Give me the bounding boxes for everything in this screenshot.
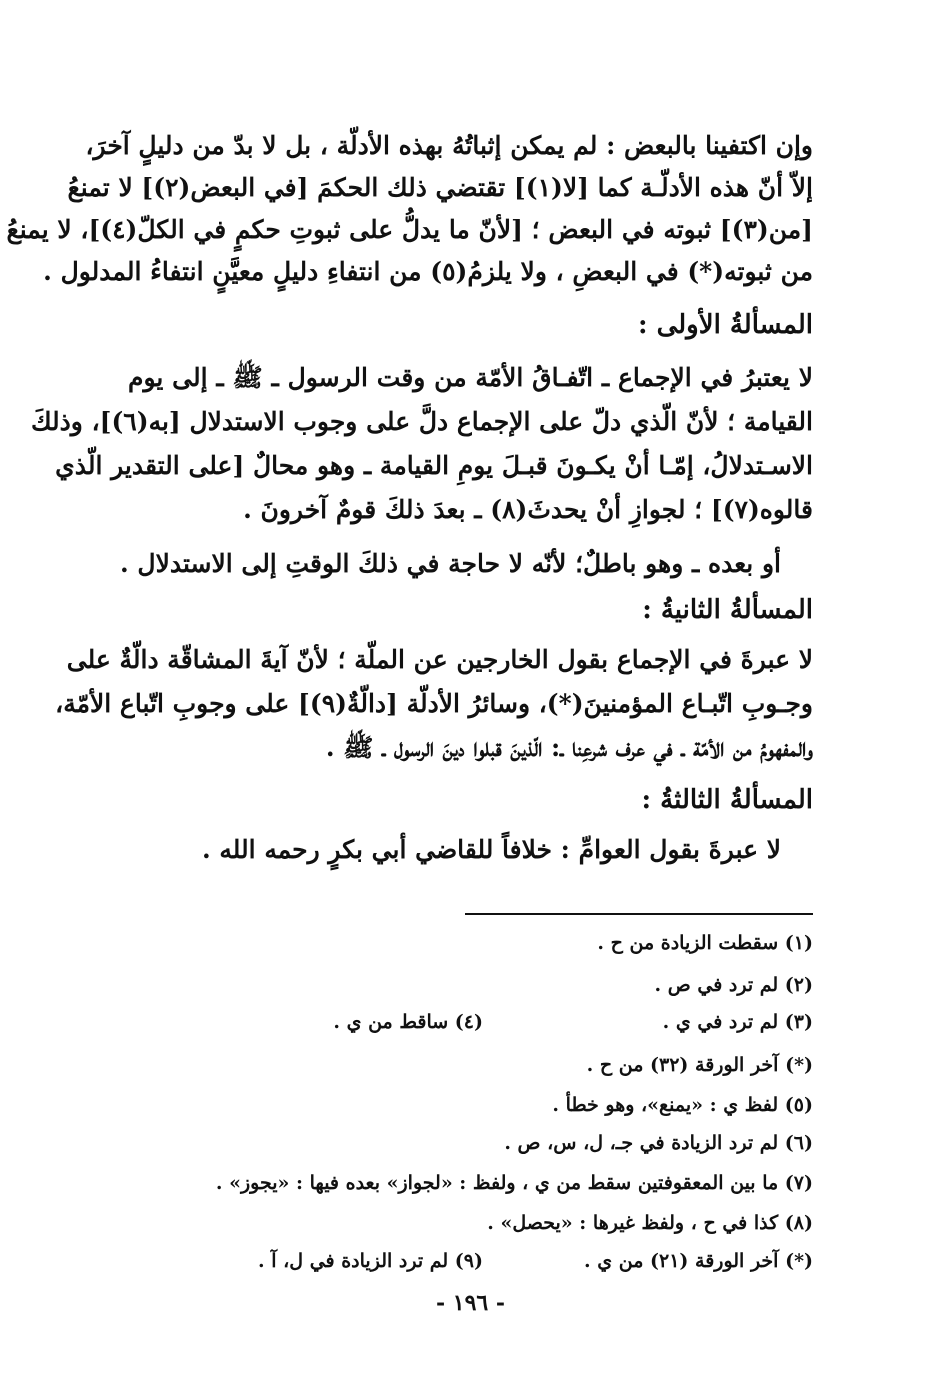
footnote xyxy=(128,1007,813,1037)
page-number: - ١٩٦ - xyxy=(435,1290,506,1316)
body-line: والمفهومُ من الأمّة ـ في عرف شرعِنا ـ: الّذينَ قبلوا دينَ الرسول ـ ﷺ . xyxy=(325,733,813,762)
footnote-text: (*) آخر الورقة (٢١) من ي . xyxy=(584,1250,813,1272)
body-line: لا عبرةَ في الإجماع بقول الخارجين عن الملّة ؛ لأنّ آيةَ المشاقّة دالّةٌ على xyxy=(66,645,813,674)
body-line: لا عبرةَ بقول العوامِّ : خلافاً للقاضي أبي بكرٍ رحمه الله . xyxy=(201,835,781,864)
footnote-text: (٤) ساقط من ي . xyxy=(333,1011,483,1033)
body-line: أو بعده ـ وهو باطلٌ؛ لأنّه لا حاجة في ذلكَ الوقتِ إلى الاستدلال . xyxy=(120,549,781,578)
footnote xyxy=(128,1246,813,1276)
footnote: (٢) لم ترد في ص . xyxy=(654,974,813,996)
body-line: وإن اكتفينا بالبعض : لم يمكن إثباتُهُ بهذه الأدلّة ، بل لا بدّ من دليلٍ آخرَ، xyxy=(85,131,813,160)
footnote: (٧) ما بين المعقوفتين سقط من ي ، ولفظ : «لجواز» بعده فيها : «يجوز» . xyxy=(215,1172,813,1194)
body-line: قالوه(٧)] ؛ لجوازِ أنْ يحدثَ(٨) ـ بعدَ ذلكَ قومٌ آخرونَ . xyxy=(243,495,813,524)
body-line: وجـوبِ اتّبـاع المؤمنينَ(*)، وسائرُ الأدلّة [دالّةٌ(٩)] على وجوبِ اتّباع الأمّة، xyxy=(55,689,813,718)
body-line: الاسـتدلالُ، إمّـا أنْ يكـونَ قبـلَ يومِ القيامة ـ وهو محالٌ [على التقدير الّذي xyxy=(55,451,813,480)
issue-heading-second: المسألةُ الثانيةُ : xyxy=(642,595,813,625)
footnote: (*) آخر الورقة (٣٢) من ح . xyxy=(586,1054,813,1076)
body-line: [من(٣)] ثبوته في البعض ؛ [لأنّ ما يدلُّ على ثبوتِ حكمٍ في الكلّ(٤)]، لا يمنعُ xyxy=(6,215,813,244)
footnote: (٥) لفظ ي : «يمنع»، وهو خطأ . xyxy=(552,1094,813,1116)
footnote-text: (٩) لم ترد الزيادة في ل، آ . xyxy=(258,1250,483,1272)
issue-heading-third: المسألةُ الثالثةُ : xyxy=(641,785,813,815)
footnote: (٦) لم ترد الزيادة في جـ، ل، س، ص . xyxy=(504,1132,813,1154)
body-line: لا يعتبرُ في الإجماع ـ اتّفـاقُ الأمّة من وقت الرسول ـ ﷺ ـ إلى يوم xyxy=(128,363,813,392)
body-line: إلاّ أنّ هذه الأدلّـة كما [لا(١)] تقتضي ذلك الحكمَ [في البعض(٢)] لا تمنعُ xyxy=(67,173,813,202)
footnote: (٨) كذا في ح ، ولفظ غيرها : «يحصل» . xyxy=(487,1212,813,1234)
issue-heading-first: المسألةُ الأولى : xyxy=(637,310,813,340)
body-line: القيامة ؛ لأنّ الّذي دلّ على الإجماع دلَّ على وجوب الاستدلال [به(٦)]، وذلكَ xyxy=(30,407,813,436)
footnote-text: (٣) لم ترد في ي . xyxy=(662,1011,813,1033)
footnote: (١) سقطت الزيادة من ح . xyxy=(597,932,813,954)
body-line: من ثبوته(*) في البعضِ ، ولا يلزمُ(٥) من انتفاءِ دليلٍ معيَّنٍ انتفاءُ المدلول . xyxy=(43,257,813,286)
footnote-separator xyxy=(465,913,813,915)
